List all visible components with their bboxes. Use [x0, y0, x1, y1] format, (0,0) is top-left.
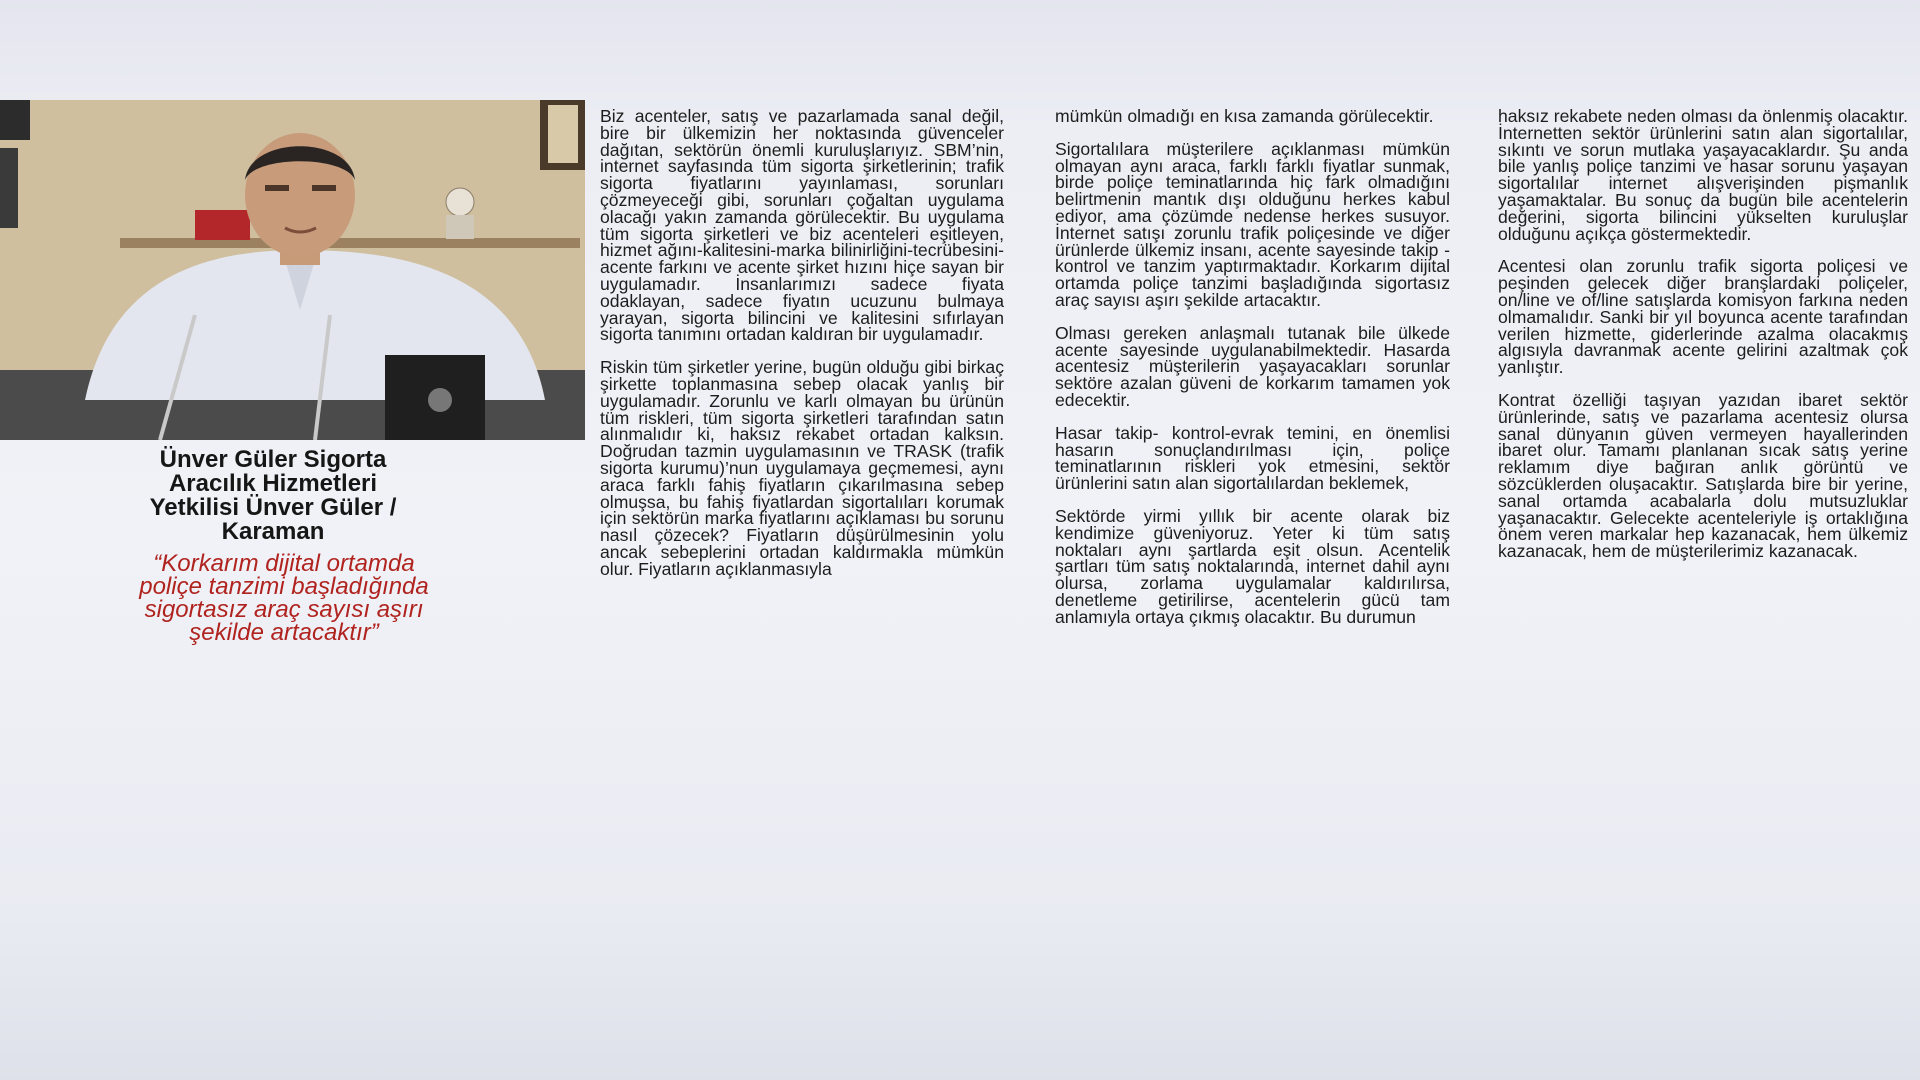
- caption-name: [38, 448, 508, 544]
- photo-caption: [0, 448, 585, 644]
- caption-name-line: Ünver Güler Sigorta: [159, 446, 387, 473]
- article-column-3: [1498, 108, 1908, 576]
- article-paragraph: Olması gereken anlaşmalı tutanak bile ülkede acente sayesinde uygulanabilmektedir. Hasarda acentesiz müşterilerin yaşayacakları sorunlar sektöre azalan güveni de korkarım tamamen yok edecektir.: [1055, 322, 1450, 410]
- article-paragraph: Sigortalılara müşterilere açıklanması mümkün olmayan aynı araca, farklı farklı fiyatlar sunmak, birde poliçe teminatlarında hiç fark olmadığını belirtmenin mantık dışı olduğunu herkes kabul ediyor, ama çözümde nedense herkes susuyor. İnternet satışı zorunlu trafik poliçesinde ve diğer ürünlerde ülkemiz insanı, acente sayesinde takip - kontrol ve tanzim yaptırmaktadır. Korkarım dijital ortamda poliçe tanzimi başladığında sigortasız araç sayısı aşırı şekilde artacaktır.: [1055, 138, 1450, 310]
- article-paragraph: Hasar takip- kontrol-evrak temini, en önemlisi hasarın sonuçlandırılması için, poliçe teminatlarının riskleri yok etmesini, sektör ürünlerini satın alan sigortalılardan beklemek,: [1055, 422, 1450, 494]
- caption-name-line: Yetkilisi Ünver Güler /: [149, 494, 397, 521]
- caption-name-line: Karaman: [221, 518, 325, 545]
- article-paragraph: Biz acenteler, satış ve pazarlamada sanal değil, bire bir ülkemizin her noktasında güvenceler dağıtan, sektörün önemli kuruluşlarıyız. SBM’nin, internet sayfasında tüm sigorta şirketlerinin; trafik sigorta fiyatlarını yayınlaması, sorunları çözmeyeceği gibi, sorunları çoğaltan uygulama olacağı yakın zamanda görülecektir. Bu uygulama tüm sigorta şirketleri ve biz acenteleri eşitleyen, hizmet ağını-kalitesini-marka bilinirliğini-tecrübesini-acente farkını ve acente şirket hızını hiçe sayan bir uygulamadır. İnsanlarımızı sadece fiyata odaklayan, sadece fiyatın ucuzunu bulmaya yarayan, sigorta bilincini ve kalitesini sıfırlayan sigorta tanımını ortadan kaldıran bir uygulamadır.: [600, 106, 1004, 345]
- article-paragraph: Riskin tüm şirketler yerine, bugün olduğu gibi birkaç şirkette toplanmasına sebep olacak yanlış bir uygulamadır. Zorunlu ve karlı olmayan bu ürünün tüm riskleri, tüm sigorta şirketleri tarafından satın alınmalıdır ki, haksız rekabet ortadan kalksın. Doğrudan tazmin uygulamasının ve TRASK (trafik sigorta kurumu)’nun uygulamaya geçmemesi, aynı araca farklı fahiş fiyatların çıkarılmasına sebep olmuşsa, bu fahiş fiyatlardan sigortalıları korumak için sektörün marka fiyatlarını açıklaması bu sorunu nasıl çözecek? Fiyatların düşürülmesinin yolu ancak sebeplerini ortadan kaldırmakla mümkün olur. Fiyatların açıklanmasıyla: [600, 357, 1004, 579]
- article-column-1: [600, 108, 1004, 594]
- article-paragraph: Acentesi olan zorunlu trafik sigorta poliçesi ve peşinden gelecek diğer branşlardaki poliçeler, on/line ve of/line satışlarda komisyon farkına neden olmamalıdır. Sanki bir yıl boyunca acente tarafından verilen hizmette, giderlerinde azalma olacakmış algısıyla davranmak acente gelirini azaltmak çok yanlıştır.: [1498, 256, 1908, 378]
- caption-quote: [0, 552, 574, 644]
- article-column-2: [1055, 108, 1450, 642]
- article-paragraph: Sektörde yirmi yıllık bir acente olarak biz kendimize güveniyoruz. Yeter ki tüm satış noktaları aynı şartlarda eşit olsun. Acentelik şartları tüm satış noktalarında, internet dahil aynı olursa, zorlama uygulamalar kaldırılırsa, denetleme getirilirse, acentelerin gücü tam anlamıyla ortaya çıkmış olacaktır. Bu durumun: [1055, 505, 1450, 627]
- caption-quote-line: sigortasız araç sayısı aşırı: [144, 596, 424, 623]
- caption-quote-line: şekilde artacaktır”: [189, 619, 379, 646]
- article-paragraph: haksız rekabete neden olması da önlenmiş olacaktır. İnternetten sektör ürünlerini satın alan sigortalılar, sıkıntı ve sorun mutlaka yaşayacaklardır. Şu anda bile yanlış poliçe tanzimi ve hasar sorunu yaşayan sigortalılar internet alışverişinden pişmanlık yaşamaktalar. Bu sonuç da bugün bile acentelerin değerini, sigorta bilincini yükselten kuruluşlar olduğunu açıkça göstermektedir.: [1498, 106, 1908, 244]
- caption-name-line: Aracılık Hizmetleri: [168, 470, 378, 497]
- caption-quote-line: poliçe tanzimi başladığında: [139, 573, 429, 600]
- article-paragraph: Kontrat özelliği taşıyan yazıdan ibaret sektör ürünlerinde, satış ve pazarlama acentesiz olursa sanal dünyanın güven vermeyen hayallerinden ibaret olur. Tamamı planlanan sıcak satış yerine reklamım diye bağıran anlık görüntü ve sözcüklerden oluşacaktır. Satışlarda bire bir yerine, sanal ortamda acabalarla dolu mutsuzluklar yaşanacaktır. Gelecekte acenteleriyle iş ortaklığına önem veren markalar hep kazanacak, hem ülkemiz kazanacak, hem de müşterilerimiz kazanacak.: [1498, 389, 1908, 562]
- portrait-photo: [0, 100, 585, 440]
- caption-quote-line: “Korkarım dijital ortamda: [153, 550, 415, 577]
- portrait-illustration: [0, 100, 585, 440]
- article-paragraph: mümkün olmadığı en kısa zamanda görülecektir.: [1055, 106, 1434, 126]
